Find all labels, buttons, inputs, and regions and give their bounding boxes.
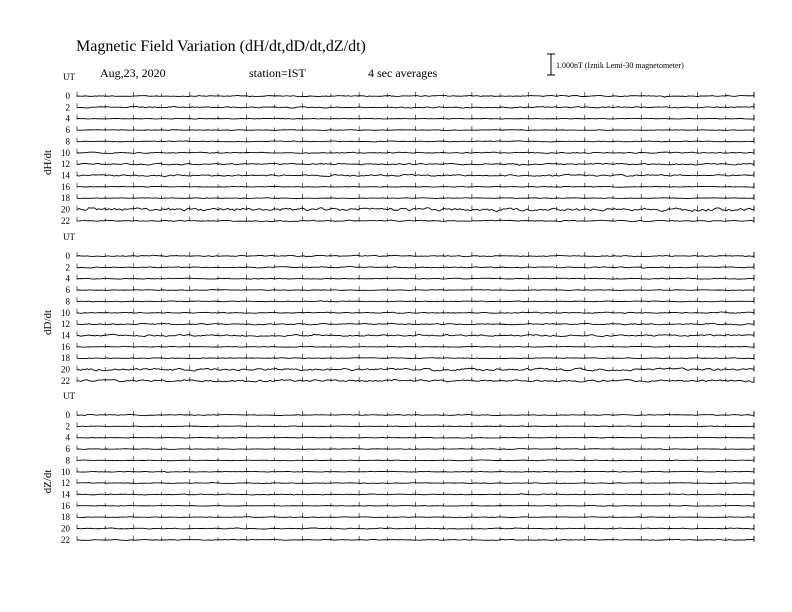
row-tick-label: 12 bbox=[61, 159, 70, 170]
row-tick-label: 6 bbox=[65, 125, 70, 136]
row-tick-label: 0 bbox=[65, 251, 70, 261]
row-trace bbox=[77, 460, 754, 461]
row-trace bbox=[77, 118, 754, 119]
station-label: station=IST bbox=[249, 66, 306, 80]
row-tick-label: 4 bbox=[65, 113, 70, 124]
row-tick-label: 22 bbox=[61, 375, 70, 386]
row-tick-label: 12 bbox=[61, 478, 70, 489]
row-trace bbox=[77, 437, 754, 438]
row-tick-label: 6 bbox=[65, 444, 70, 455]
panel-0 bbox=[42, 72, 754, 226]
row-trace bbox=[77, 528, 754, 529]
row-tick-label: 10 bbox=[61, 307, 70, 318]
row-trace bbox=[77, 358, 754, 359]
row-tick-label: 12 bbox=[61, 319, 70, 330]
row-trace bbox=[77, 505, 754, 506]
row-tick-label: 18 bbox=[61, 512, 70, 523]
panel-ylabel: dD/dt bbox=[42, 309, 54, 335]
row-tick-label: 22 bbox=[61, 534, 70, 545]
row-tick-label: 8 bbox=[65, 296, 70, 307]
row-tick-label: 22 bbox=[61, 215, 70, 226]
date-label: Aug,23, 2020 bbox=[100, 66, 166, 80]
row-tick-label: 2 bbox=[65, 102, 70, 113]
row-tick-label: 14 bbox=[61, 330, 70, 341]
scale-label: 1.000nT (Iznik Lemi-30 magnetometer) bbox=[556, 61, 684, 70]
row-tick-label: 10 bbox=[61, 147, 70, 158]
row-trace bbox=[77, 278, 754, 279]
ut-axis-label: UT bbox=[63, 391, 75, 401]
ut-axis-label: UT bbox=[63, 232, 75, 242]
row-tick-label: 20 bbox=[61, 204, 70, 215]
row-tick-label: 2 bbox=[65, 262, 70, 273]
panel-1 bbox=[42, 232, 754, 386]
row-tick-label: 2 bbox=[65, 421, 70, 432]
row-tick-label: 20 bbox=[61, 364, 70, 375]
row-tick-label: 8 bbox=[65, 455, 70, 466]
chart-title: Magnetic Field Variation (dH/dt,dD/dt,dZ/dt) bbox=[76, 38, 366, 55]
scale-bar bbox=[547, 54, 555, 75]
row-tick-label: 0 bbox=[65, 91, 70, 101]
averaging-label: 4 sec averages bbox=[368, 66, 438, 80]
row-tick-label: 14 bbox=[61, 489, 70, 500]
row-trace bbox=[77, 198, 754, 199]
row-tick-label: 20 bbox=[61, 523, 70, 534]
row-tick-label: 4 bbox=[65, 273, 70, 284]
row-trace bbox=[77, 186, 754, 187]
row-tick-label: 8 bbox=[65, 136, 70, 147]
ut-axis-label: UT bbox=[63, 72, 75, 82]
panel-ylabel: dZ/dt bbox=[42, 469, 54, 494]
panel-2 bbox=[42, 391, 754, 545]
row-tick-label: 14 bbox=[61, 170, 70, 181]
row-tick-label: 0 bbox=[65, 410, 70, 420]
panel-ylabel: dH/dt bbox=[42, 149, 54, 175]
row-tick-label: 10 bbox=[61, 466, 70, 477]
row-tick-label: 18 bbox=[61, 353, 70, 364]
row-tick-label: 18 bbox=[61, 193, 70, 204]
row-tick-label: 16 bbox=[61, 341, 70, 352]
row-tick-label: 16 bbox=[61, 500, 70, 511]
row-tick-label: 6 bbox=[65, 285, 70, 296]
row-tick-label: 4 bbox=[65, 432, 70, 443]
row-tick-label: 16 bbox=[61, 181, 70, 192]
